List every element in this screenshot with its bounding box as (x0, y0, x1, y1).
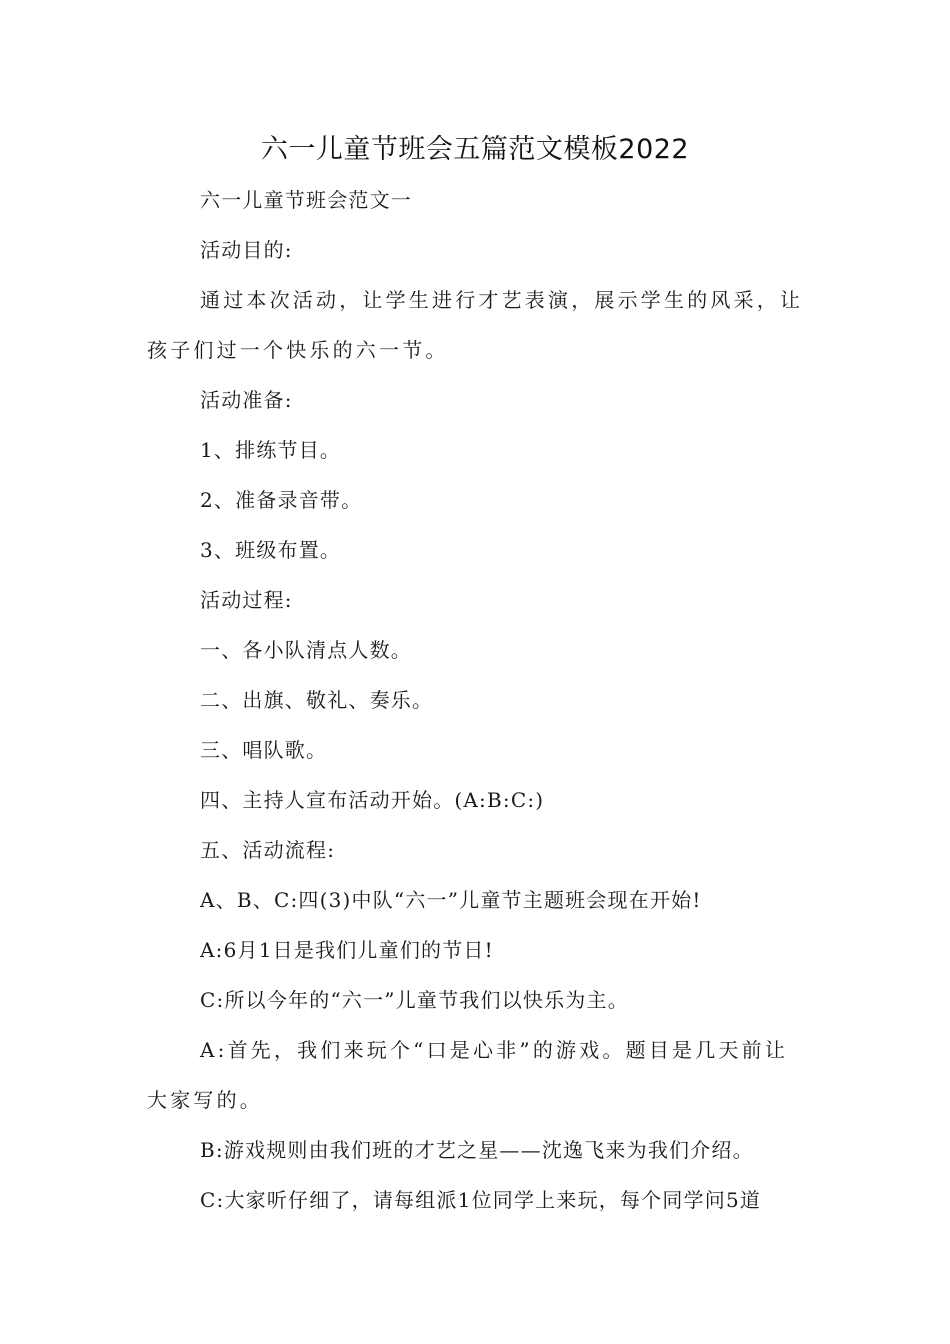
list-item: 五、活动流程: (200, 838, 336, 862)
paragraph: 通过本次活动，让学生进行才艺表演，展示学生的风采，让孩子们过一个快乐的六一节。 (147, 288, 804, 362)
paragraph: 活动准备: (200, 388, 293, 412)
paragraph: 活动过程: (200, 588, 293, 612)
list-item: 二、出旗、敬礼、奏乐。 (200, 688, 434, 712)
document-body (147, 175, 807, 1225)
list-item: 1、排练节目。 (200, 438, 342, 462)
list-item: 2、准备录音带。 (200, 488, 363, 512)
dialogue-line: A、B、C:四(3)中队“六一”儿童节主题班会现在开始! (200, 888, 702, 912)
dialogue-line: A:首先，我们来玩个“口是心非”的游戏。题目是几天前让大家写的。 (147, 1038, 789, 1112)
list-item: 三、唱队歌。 (200, 738, 328, 762)
paragraph: 活动目的: (200, 238, 293, 262)
dialogue-line: B:游戏规则由我们班的才艺之星——沈逸飞来为我们介绍。 (200, 1138, 754, 1162)
document-title: 六一儿童节班会五篇范文模板2022 (260, 134, 690, 165)
dialogue-line: C:大家听仔细了，请每组派1位同学上来玩，每个同学问5道 (200, 1188, 762, 1212)
section-heading: 六一儿童节班会范文一 (200, 188, 412, 212)
list-item: 3、班级布置。 (200, 538, 342, 562)
list-item: 一、各小队清点人数。 (200, 638, 412, 662)
dialogue-line: A:6月1日是我们儿童们的节日! (200, 938, 494, 962)
dialogue-line: C:所以今年的“六一”儿童节我们以快乐为主。 (200, 988, 629, 1012)
list-item: 四、主持人宣布活动开始。(A:B:C:) (200, 788, 545, 812)
